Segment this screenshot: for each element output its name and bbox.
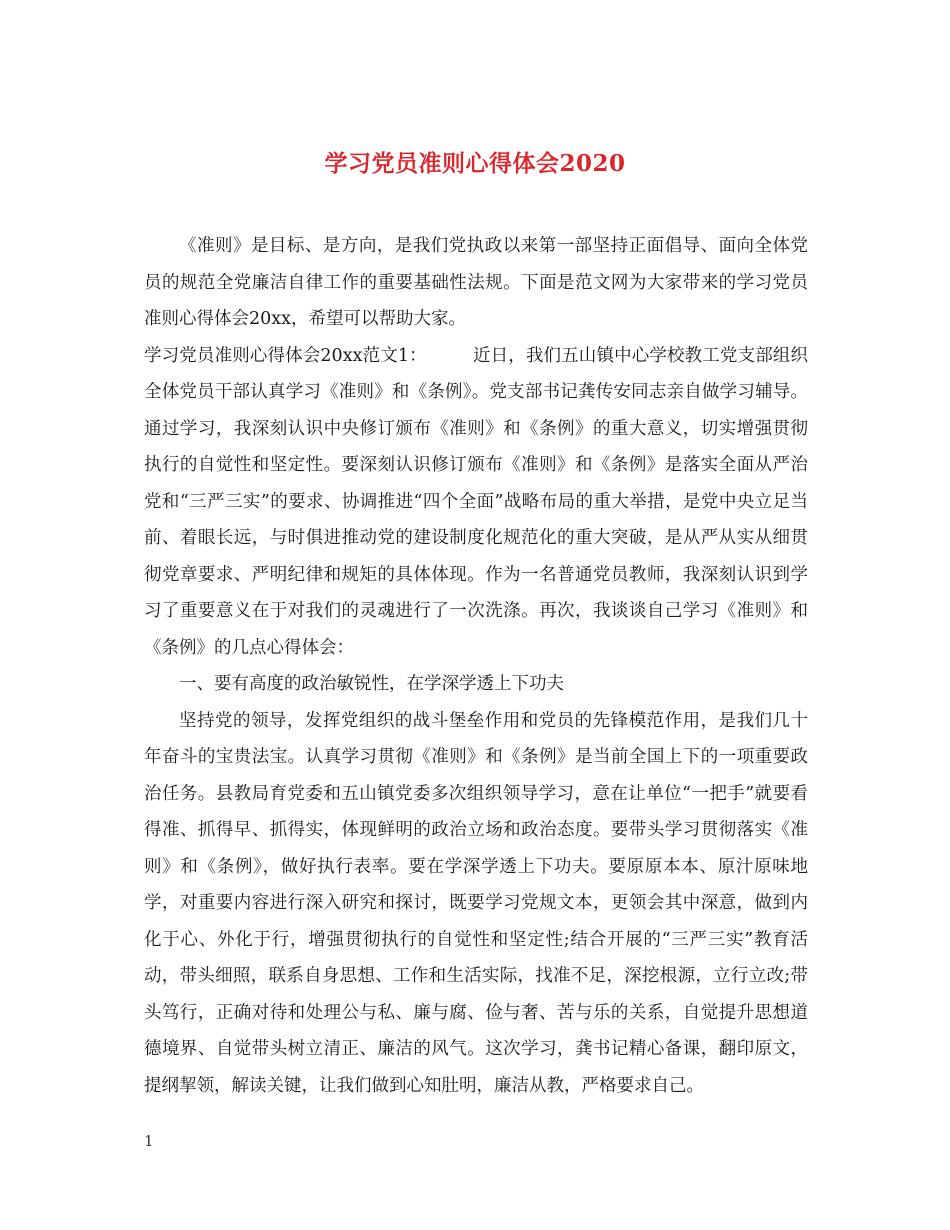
document-body	[144, 228, 808, 1104]
sample-text: 近日，我们五山镇中心学校教工党支部组织全体党员干部认真学习《准则》和《条例》。党支部书记龚传安同志亲自做学习辅导。通过学习，我深刻认识中央修订颁布《准则》和《条例》的重大意义，切实增强贯彻执行的自觉性和坚定性。要深刻认识修订颁布《准则》和《条例》是落实全面从严治党和“三严三实”的要求、协调推进“四个全面”战略布局的重大举措，是党中央立足当前、着眼长远，与时俱进推动党的建设制度化规范化的重大突破，是从严从实从细贯彻党章要求、严明纪律和规矩的具体体现。作为一名普通党员教师，我深刻认识到学习了重要意义在于对我们的灵魂进行了一次洗涤。再次，我谈谈自己学习《准则》和《条例》的几点心得体会：	[144, 345, 809, 658]
intro-paragraph: 《准则》是目标、是方向，是我们党执政以来第一部坚持正面倡导、面向全体党员的规范全党廉洁自律工作的重要基础性法规。下面是范文网为大家带来的学习党员准则心得体会20xx，希望可以帮助大家。	[144, 236, 808, 329]
document-title: 学习党员准则心得体会2020	[324, 150, 626, 178]
section-one-paragraph: 坚持党的领导，发挥党组织的战斗堡垒作用和党员的先锋模范作用，是我们几十年奋斗的宝贵法宝。认真学习贯彻《准则》和《条例》是当前全国上下的一项重要政治任务。县教局育党委和五山镇党委多次组织领导学习，意在让单位“一把手”就要看得准、抓得早、抓得实，体现鲜明的政治立场和政治态度。要带头学习贯彻落实《准则》和《条例》，做好执行表率。要在学深学透上下功夫。要原原本本、原汁原味地学，对重要内容进行深入研究和探讨，既要学习党规文本，更领会其中深意，做到内化于心、外化于行，增强贯彻执行的自觉性和坚定性;结合开展的“三严三实”教育活动，带头细照，联系自身思想、工作和生活实际，找准不足，深挖根源，立行立改;带头笃行，正确对待和处理公与私、廉与腐、俭与奢、苦与乐的关系，自觉提升思想道德境界、自觉带头树立清正、廉洁的风气。这次学习，龚书记精心备课，翻印原文，提纲挈领，解读关键，让我们做到心知肚明，廉洁从教，严格要求自己。	[144, 710, 808, 1096]
sample-heading: 学习党员准则心得体会20xx范文1：	[144, 345, 427, 366]
section-one-heading: 一、要有高度的政治敏锐性，在学深学透上下功夫	[179, 674, 564, 694]
page-number: 1	[144, 1132, 154, 1150]
sample-paragraph	[144, 338, 808, 667]
